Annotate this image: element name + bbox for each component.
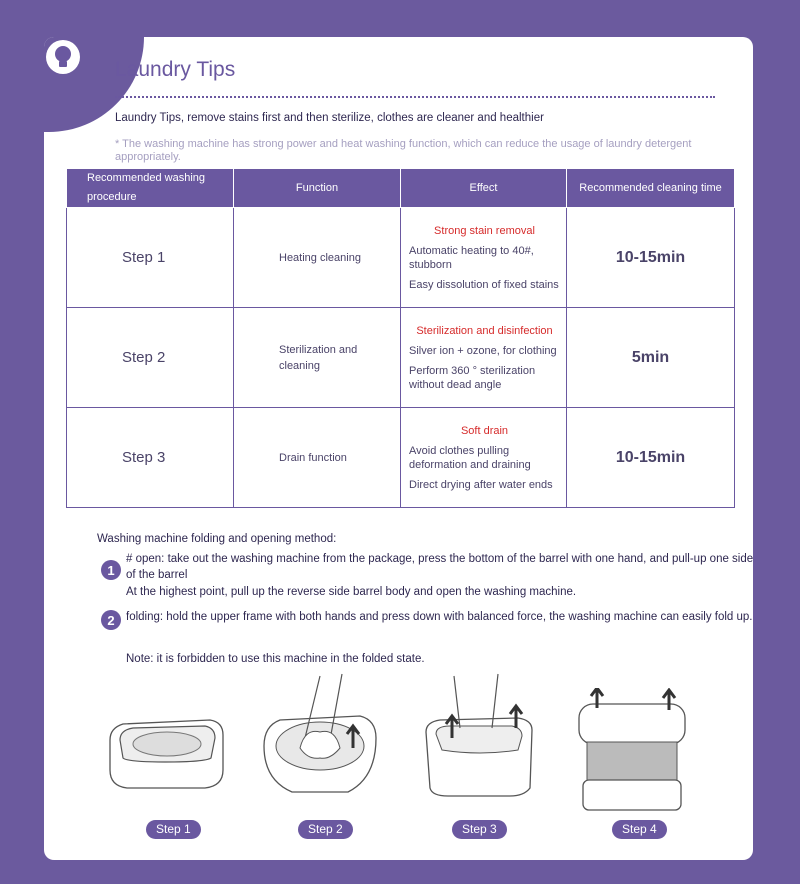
header-function: Function: [234, 169, 401, 208]
number-badge-1: 1: [101, 560, 121, 580]
function-cell: Sterilization and cleaning: [234, 308, 401, 408]
effect-item: Perform 360 ° sterilization without dead angle: [409, 364, 536, 391]
time-cell: 10-15min: [567, 208, 735, 308]
effect-heading: Strong stain removal: [434, 224, 535, 237]
usage-warning: Note: it is forbidden to use this machine in the folded state.: [126, 653, 425, 665]
step-cell: Step 2: [67, 308, 234, 408]
step-label-3: Step 3: [452, 820, 507, 839]
page-title: Laundry Tips: [115, 58, 236, 81]
lightbulb-icon: [46, 40, 80, 74]
effect-item: Direct drying after water ends: [409, 478, 553, 491]
fold-instruction: folding: hold the upper frame with both hands and press down with balanced force, the washing machine can easily fold up.: [126, 611, 753, 623]
step-label-4: Step 4: [612, 820, 667, 839]
washing-table: [66, 168, 735, 508]
folding-title: Washing machine folding and opening method:: [97, 533, 337, 545]
detergent-note: * The washing machine has strong power and heat washing function, which can reduce the usage of laundry detergent appropriately.: [115, 138, 692, 163]
effect-item: Silver ion + ozone, for clothing: [409, 344, 557, 357]
washer-step4-illustration: [573, 688, 691, 816]
function-cell: Heating cleaning: [234, 208, 401, 308]
table-header-row: [67, 169, 735, 208]
intro-text: Laundry Tips, remove stains first and then sterilize, clothes are cleaner and healthier: [115, 112, 544, 124]
effect-item: Automatic heating to 40#, stubborn: [409, 244, 534, 271]
washer-step3-illustration: [420, 668, 538, 800]
header-effect: Effect: [401, 169, 567, 208]
effect-heading: Sterilization and disinfection: [416, 324, 553, 337]
table-row: [67, 208, 735, 308]
effect-cell: [401, 308, 567, 408]
open-instruction: # open: take out the washing machine from the package, press the bottom of the barrel with one hand, and pull-up one side of the barrel: [126, 553, 754, 581]
washer-step1-illustration: [105, 700, 230, 800]
header-time: Recommended cleaning time: [567, 169, 735, 208]
time-cell: 5min: [567, 308, 735, 408]
effect-heading: Soft drain: [460, 424, 509, 437]
open-instruction-2: At the highest point, pull up the reverse side barrel body and open the washing machine.: [126, 586, 577, 598]
effect-item: Easy dissolution of fixed stains: [409, 278, 559, 291]
header-procedure: Recommended washing procedure: [67, 169, 234, 208]
title-divider: [115, 96, 715, 98]
effect-item: Avoid clothes pulling deformation and draining: [409, 444, 531, 471]
step-cell: Step 1: [67, 208, 234, 308]
step-label-1: Step 1: [146, 820, 201, 839]
table-row: [67, 408, 735, 508]
step-cell: Step 3: [67, 408, 234, 508]
effect-cell: [401, 408, 567, 508]
effect-cell: [401, 208, 567, 308]
step-label-2: Step 2: [298, 820, 353, 839]
washer-step2-illustration: [260, 668, 380, 800]
number-badge-2: 2: [101, 610, 121, 630]
function-cell: Drain function: [234, 408, 401, 508]
time-cell: 10-15min: [567, 408, 735, 508]
table-row: [67, 308, 735, 408]
